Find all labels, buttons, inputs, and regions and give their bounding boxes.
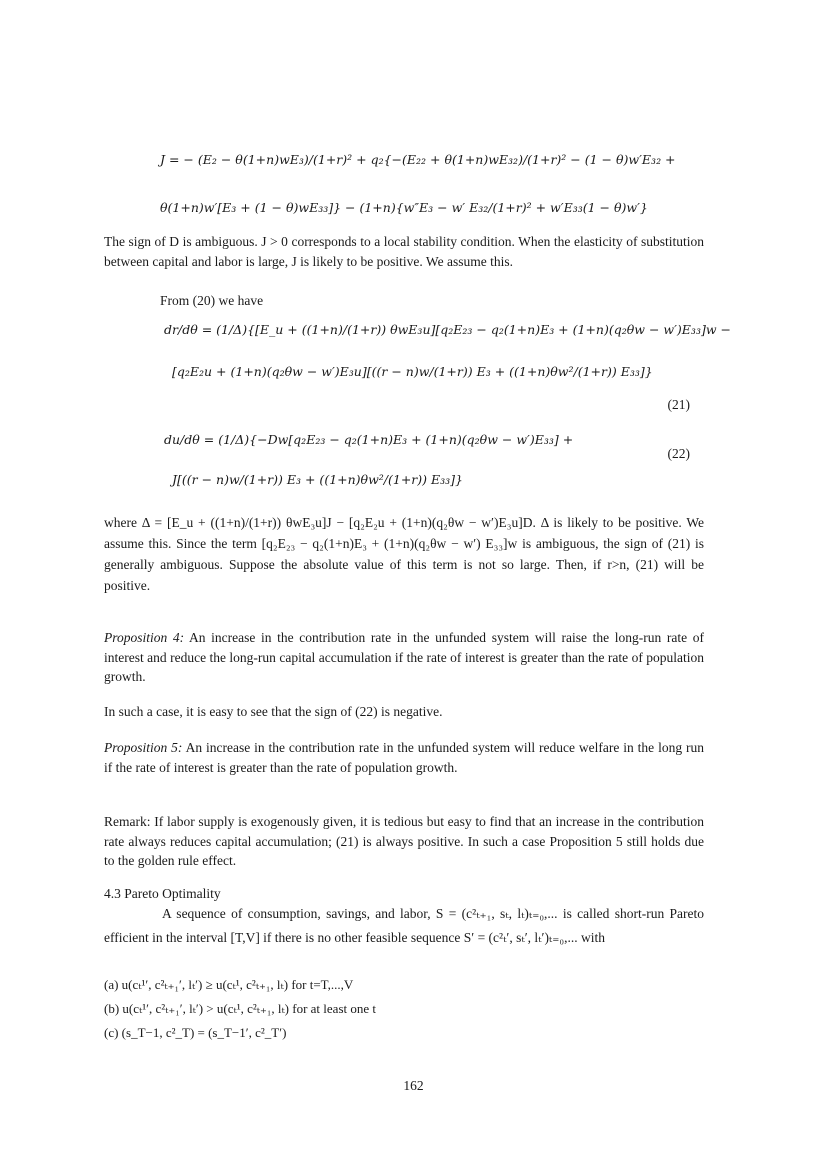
- proposition-5-text: An increase in the contribution rate in the unfunded system will reduce welfare in the long run if the rate of interest is greater than the rate of population growth.: [104, 740, 704, 775]
- proposition-5: [104, 738, 704, 777]
- paragraph-sign-22: In such a case, it is easy to see that the sign of (22) is negative.: [104, 704, 443, 719]
- paragraph-pareto: A sequence of consumption, savings, and labor, S = (c²ₜ₊₁, sₜ, lₜ)ₜ₌₀,... is called short-run Pareto efficient in the interval [T,V] if there is no other feasible sequence S′ = (c²ₜ′, sₜ′, lₜ′)ₜ₌₀,... with: [104, 906, 704, 945]
- condition-b: (b) u(cₜ¹′, c²ₜ₊₁′, lₜ′) > u(cₜ¹, c²ₜ₊₁, lₜ) for at least one t: [104, 1001, 376, 1016]
- condition-a: (a) u(cₜ¹′, c²ₜ₊₁′, lₜ′) ≥ u(cₜ¹, c²ₜ₊₁, lₜ) for t=T,...,V: [104, 977, 354, 992]
- equation-21-line1: dr/dθ = (1/Δ){[E_u + ((1+n)/(1+r)) θwE₃u][q₂E₂₃ − q₂(1+n)E₃ + (1+n)(q₂θw − w′)E₃₃]w −: [164, 322, 731, 337]
- equation-22-line1: du/dθ = (1/Δ){−Dw[q₂E₂₃ − q₂(1+n)E₃ + (1+n)(q₂θw − w′)E₃₃] +: [164, 432, 574, 447]
- equation-21-line2: [q₂E₂u + (1+n)(q₂θw − w′)E₃u][((r − n)w/(1+r)) E₃ + ((1+n)θw²/(1+r)) E₃₃]}: [172, 364, 653, 379]
- remark: Remark: If labor supply is exogenously given, it is tedious but easy to find that an increase in the contribution rate always reduces capital accumulation; (21) is always positive. In such a case Proposition 5 still holds due to the golden rule effect.: [104, 814, 704, 868]
- proposition-5-label: Proposition 5:: [104, 740, 183, 755]
- proposition-4-label: Proposition 4:: [104, 630, 185, 645]
- condition-c: (c) (s_T−1, c²_T) = (s_T−1′, c²_T′): [104, 1025, 287, 1040]
- proposition-4: [104, 628, 704, 687]
- paragraph-delta: where Δ = [E_u + ((1+n)/(1+r)) θwE₃u]J − [q₂E₂u + (1+n)(q₂θw − w′)E₃u]D. Δ is likely to be positive. We assume this. Since the term [q₂E₂₃ − q₂(1+n)E₃ + (1+n)(q₂θw − w′) E₃₃]w is ambiguous, the sign of (21) is generally ambiguous. Suppose the absolute value of this term is not so large. Then, if r>n, (21) will be positive.: [104, 515, 704, 593]
- page-number: 162: [403, 1078, 424, 1093]
- paragraph-stability: The sign of D is ambiguous. J > 0 corresponds to a local stability condition. When the elasticity of substitution between capital and labor is large, J is likely to be positive. We assume this.: [104, 234, 704, 269]
- equation-J-line2: θ(1+n)w′[E₃ + (1 − θ)wE₃₃]} − (1+n){w″E₃ − w′ E₃₂/(1+r)² + w′E₃₃(1 − θ)w′}: [160, 200, 648, 215]
- equation-22-number: (22): [667, 446, 690, 461]
- equation-J-line1: J = − (E₂ − θ(1+n)wE₃)/(1+r)² + q₂{−(E₂₂ + θ(1+n)wE₃₂)/(1+r)² − (1 − θ)w′E₃₂ +: [160, 152, 676, 167]
- from-20-text: From (20) we have: [160, 293, 264, 308]
- section-title: 4.3 Pareto Optimality: [104, 886, 221, 901]
- proposition-4-text: An increase in the contribution rate in the unfunded system will raise the long-run rate of interest and reduce the long-run capital accumulation if the rate of interest is greater than the rate of population growth.: [104, 630, 704, 684]
- equation-21-number: (21): [667, 397, 690, 412]
- equation-22-line2: J[((r − n)w/(1+r)) E₃ + ((1+n)θw²/(1+r)) E₃₃]}: [172, 472, 463, 487]
